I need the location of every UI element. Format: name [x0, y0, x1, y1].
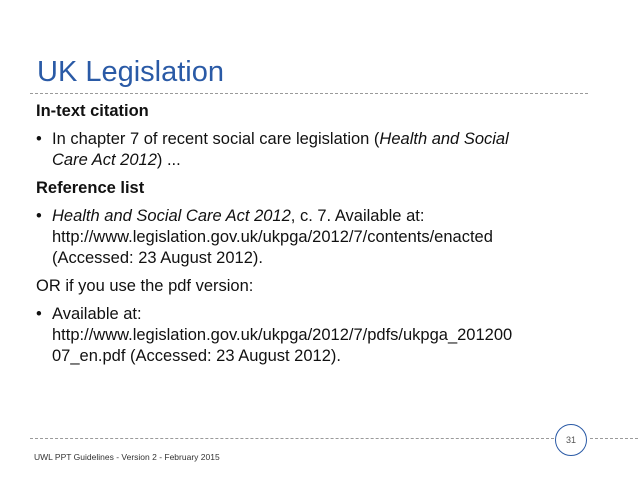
footer-divider-left: [30, 438, 554, 439]
footer-divider-right: [590, 438, 638, 439]
reference-url: http://www.legislation.gov.uk/ukpga/2012/7/contents/enacted: [52, 228, 493, 246]
pdf-version-note: OR if you use the pdf version:: [36, 277, 254, 295]
slide-title: UK Legislation: [37, 56, 224, 88]
reference-accessed: (Accessed: 23 August 2012).: [52, 249, 263, 267]
pdf-line-1: Available at:: [52, 305, 142, 323]
intext-line-2: Care Act 2012) ...: [52, 151, 181, 169]
reference-heading: Reference list: [36, 179, 145, 197]
bullet-marker: •: [36, 305, 42, 323]
page-number: 31: [555, 424, 587, 456]
reference-bullet: [36, 206, 606, 269]
pdf-bullet: [36, 304, 606, 367]
footer-text: UWL PPT Guidelines - Version 2 - February 2015: [34, 452, 220, 462]
pdf-accessed: 07_en.pdf (Accessed: 23 August 2012).: [52, 347, 341, 365]
bullet-marker: •: [36, 207, 42, 225]
pdf-url: http://www.legislation.gov.uk/ukpga/2012/7/pdfs/ukpga_201200: [52, 326, 513, 344]
intext-heading: In-text citation: [36, 102, 149, 120]
intext-line-1: In chapter 7 of recent social care legislation (Health and Social: [52, 130, 509, 148]
intext-bullet: [36, 129, 606, 171]
reference-line-1: Health and Social Care Act 2012, c. 7. Available at:: [52, 207, 425, 225]
bullet-marker: •: [36, 130, 42, 148]
slide-content: [36, 101, 606, 374]
title-divider: [30, 93, 588, 94]
